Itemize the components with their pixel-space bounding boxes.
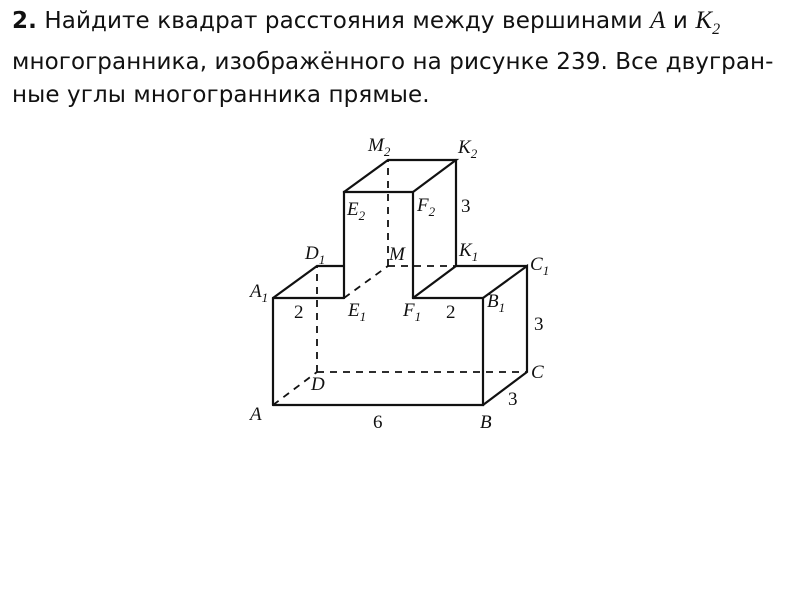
dim-A1E1: 2 (294, 302, 304, 323)
label-A: A (250, 404, 262, 425)
dim-F2K2: 3 (461, 196, 471, 217)
label-F2: $F_2$ (417, 195, 436, 219)
right-face (483, 266, 527, 405)
label-K1: $K_1$ (459, 240, 479, 264)
label-F1: $F_1$ (403, 300, 422, 324)
label-C1: $C_1$ (530, 254, 550, 278)
right-top-ledge (413, 266, 527, 298)
problem-line-3: ные углы многогранника прямые. (12, 82, 430, 108)
label-B1: $B_1$ (487, 291, 506, 315)
dim-BC: 3 (508, 389, 518, 410)
label-M2: $M_2$ (368, 135, 391, 159)
label-D: D (311, 374, 325, 395)
label-D1: $D_1$ (305, 243, 326, 267)
tower-top-face (344, 160, 456, 192)
dim-F1B1: 2 (446, 302, 456, 323)
vertex-k2-ref: $K_2$ (695, 7, 721, 38)
problem-number: 2. (12, 8, 37, 34)
visible-edges (273, 160, 527, 405)
vertex-a-ref: A (650, 7, 666, 34)
conjunction: и (672, 8, 688, 34)
dim-AB: 6 (373, 412, 383, 433)
label-B: B (480, 412, 492, 433)
problem-text-1: Найдите квадрат расстояния между вершинами (44, 8, 643, 34)
dim-BB1: 3 (534, 314, 544, 335)
label-E1: $E_1$ (348, 300, 367, 324)
edge-E1M (344, 266, 388, 298)
label-A1: $A_1$ (250, 281, 269, 305)
label-C: C (531, 362, 544, 383)
left-top-ledge (273, 266, 344, 298)
problem-line-2: многогранника, изображённого на рисунке 239. Все двугран- (12, 49, 774, 75)
hidden-edges (273, 160, 527, 405)
label-M: M (389, 244, 405, 265)
label-E2: $E_2$ (347, 199, 366, 223)
label-K2: $K_2$ (458, 137, 478, 161)
